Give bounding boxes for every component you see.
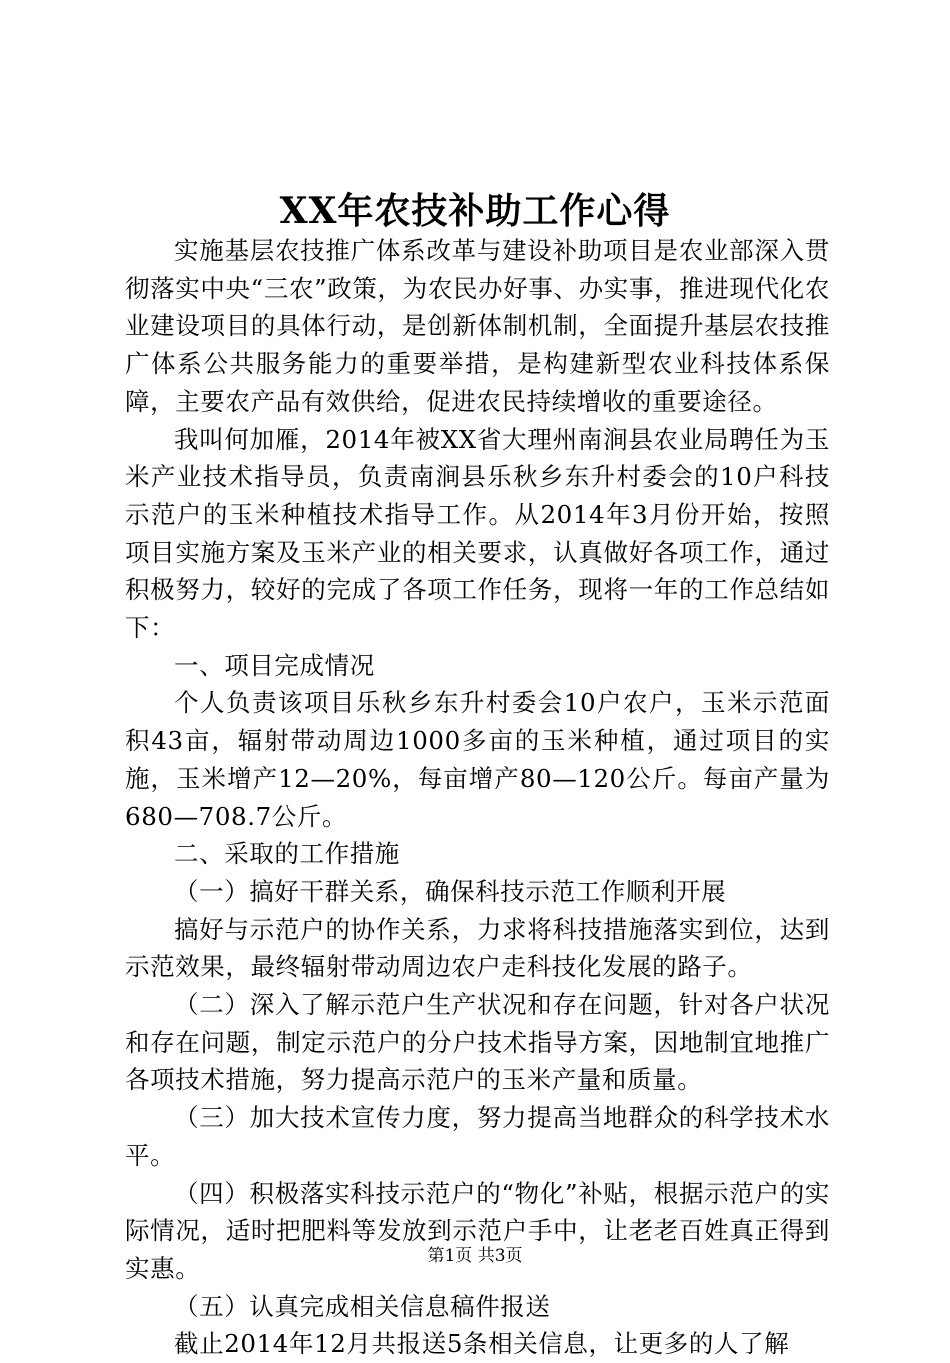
document-body: [125, 232, 830, 1363]
paragraph-measure-1: 搞好与示范户的协作关系，力求将科技措施落实到位，达到示范效果，最终辐射带动周边农户走科技化发展的路子。: [125, 914, 830, 982]
paragraph-self-introduction: 我叫何加雁，2014年被XX省大理州南涧县农业局聘任为玉米产业技术指导员，负责南涧县乐秋乡东升村委会的10户科技示范户的玉米种植技术指导工作。从2014年3月份开始，按照项目实施方案及玉米产业的相关要求，认真做好各项工作，通过积极努力，较好的完成了各项工作任务，现将一年的工作总结如下：: [125, 424, 830, 643]
paragraph-measure-4: （四）积极落实科技示范户的“物化”补贴，根据示范户的实际情况，适时把肥料等发放到示范户手中，让老老百姓真正得到实惠。: [125, 1178, 830, 1283]
subheading-measure-5: （五）认真完成相关信息稿件报送: [174, 1291, 551, 1321]
paragraph-measure-2: （二）深入了解示范户生产状况和存在问题，针对各户状况和存在问题，制定示范户的分户技术指导方案，因地制宜地推广各项技术措施，努力提高示范户的玉米产量和质量。: [125, 990, 830, 1095]
document-title: XX年农技补助工作心得: [279, 190, 671, 232]
section-heading-project-completion: 一、项目完成情况: [174, 650, 375, 680]
paragraph-measure-3: （三）加大技术宣传力度，努力提高当地群众的科学技术水平。: [125, 1103, 830, 1170]
paragraph-measure-5: 截止2014年12月共报送5条相关信息，让更多的人了解: [174, 1329, 790, 1359]
section-heading-work-measures: 二、采取的工作措施: [174, 839, 400, 869]
subheading-measure-1: （一）搞好干群关系，确保科技示范工作顺利开展: [174, 876, 727, 906]
paragraph-intro: 实施基层农技推广体系改革与建设补助项目是农业部深入贯彻落实中央“三农”政策，为农民办好事、办实事，推进现代化农业建设项目的具体行动，是创新体制机制，全面提升基层农技推广体系公共服务能力的重要举措，是构建新型农业科技体系保障，主要农产品有效供给，促进农民持续增收的重要途径。: [125, 236, 830, 416]
paragraph-project-completion: 个人负责该项目乐秋乡东升村委会10户农户，玉米示范面积43亩，辐射带动周边1000多亩的玉米种植，通过项目的实施，玉米增产12—20%，每亩增产80—120公斤。每亩产量为680—708.7公斤。: [125, 688, 830, 831]
page-number-footer: 第1页 共3页: [427, 1246, 523, 1266]
